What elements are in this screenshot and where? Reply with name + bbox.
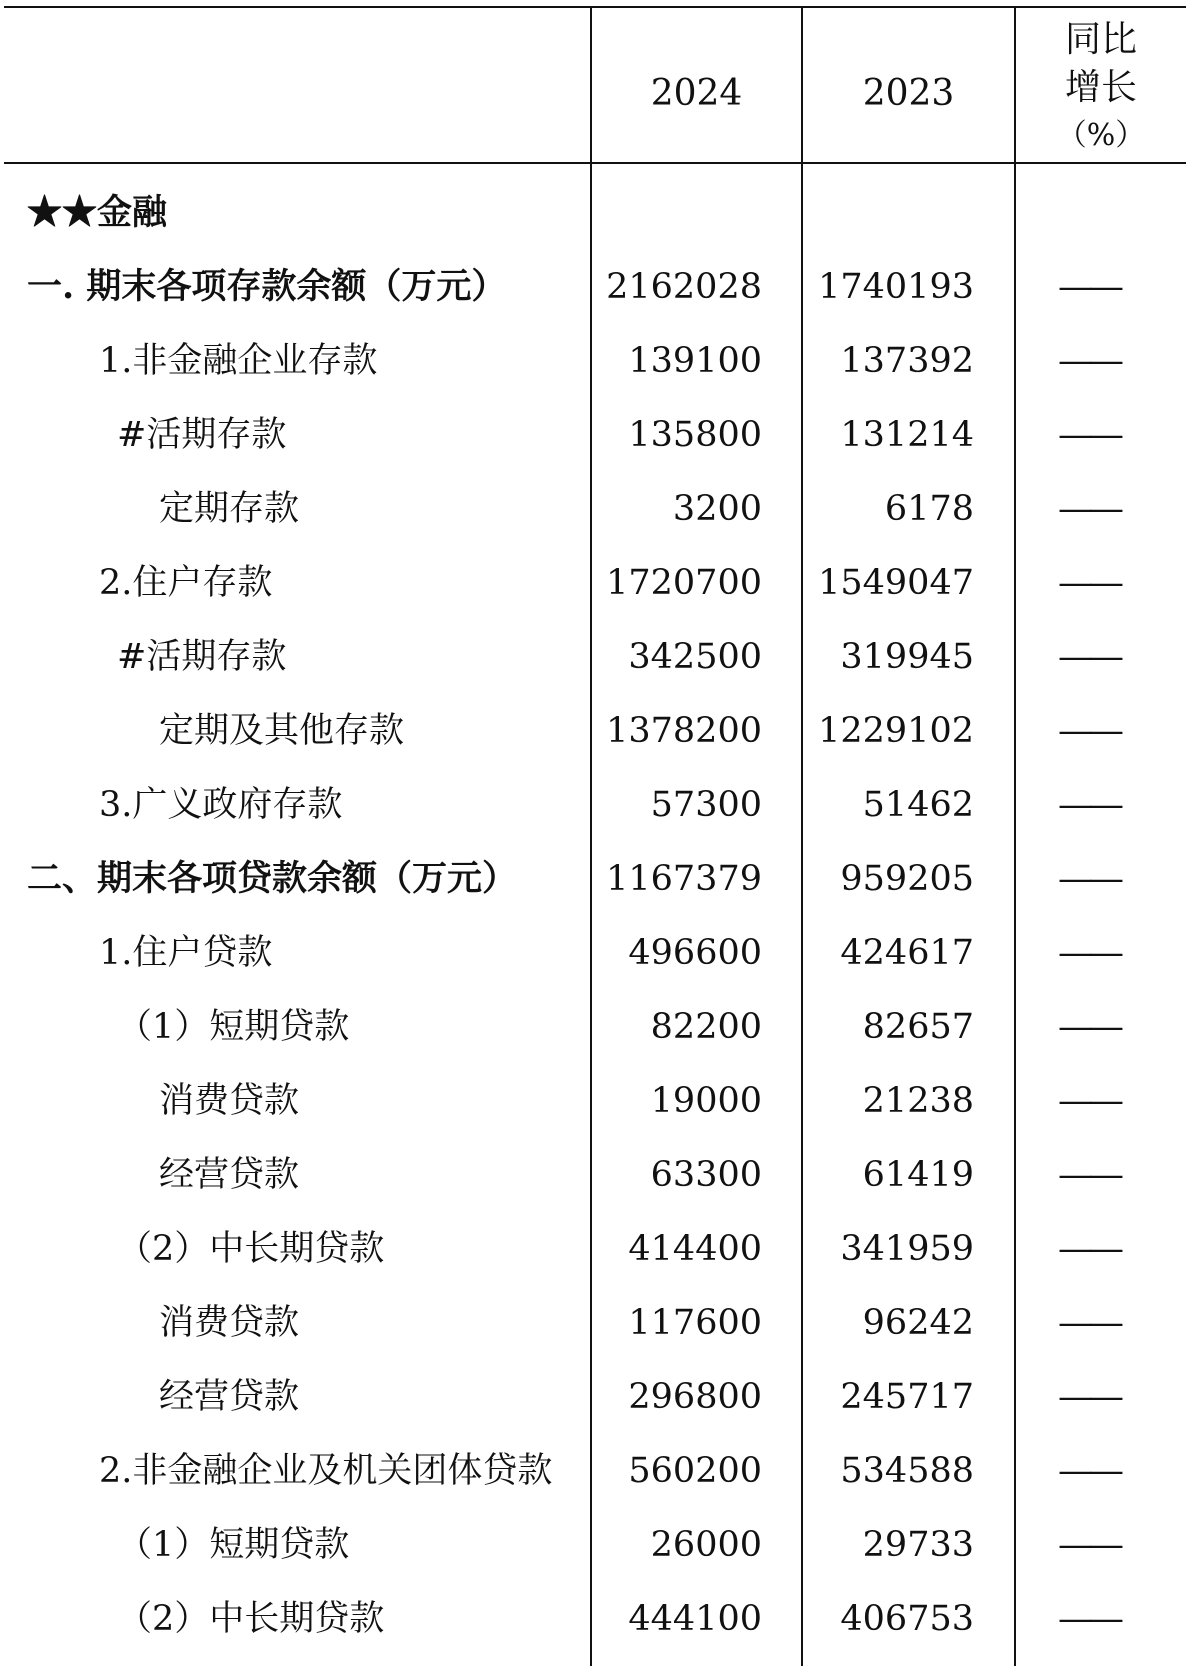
value-yoy: —— xyxy=(1058,341,1120,381)
value-2023: 319945 xyxy=(840,637,974,677)
row-label: （1）短期贷款 xyxy=(117,1007,350,1047)
table-row xyxy=(0,694,1186,768)
header-yoy-line3: （%） xyxy=(1056,118,1146,153)
value-2024: 342500 xyxy=(628,637,762,677)
row-label: 一. 期末各项存款余额（万元） xyxy=(27,266,507,307)
value-2024: 117600 xyxy=(628,1303,762,1343)
value-2024: 139100 xyxy=(628,341,762,381)
value-yoy: —— xyxy=(1058,1303,1120,1343)
table-row xyxy=(0,1434,1186,1508)
value-2024: 414400 xyxy=(628,1229,762,1269)
value-yoy: —— xyxy=(1058,637,1120,677)
value-yoy: —— xyxy=(1058,711,1120,751)
table-row xyxy=(0,1360,1186,1434)
header-yoy-line2: 增长 xyxy=(1064,67,1137,108)
value-2023: 406753 xyxy=(840,1599,974,1639)
value-2023: 137392 xyxy=(840,341,974,381)
table-row xyxy=(0,1286,1186,1360)
value-yoy: —— xyxy=(1058,1599,1120,1639)
row-label: 定期存款 xyxy=(159,489,300,529)
value-2023: 61419 xyxy=(862,1155,974,1195)
value-yoy: —— xyxy=(1058,267,1120,307)
value-2024: 1378200 xyxy=(606,711,762,751)
value-yoy: —— xyxy=(1058,1451,1120,1491)
value-2024: 496600 xyxy=(628,933,762,973)
value-yoy: —— xyxy=(1058,1007,1120,1047)
table-row xyxy=(0,1508,1186,1582)
table-row xyxy=(0,842,1186,916)
value-2024: 3200 xyxy=(672,489,762,529)
table-row xyxy=(0,472,1186,546)
row-label: 1.住户贷款 xyxy=(99,933,273,973)
value-yoy: —— xyxy=(1058,563,1120,603)
row-label: （2）中长期贷款 xyxy=(117,1599,385,1639)
value-2023: 959205 xyxy=(840,859,974,899)
row-label: 经营贷款 xyxy=(159,1155,300,1195)
value-yoy: —— xyxy=(1058,859,1120,899)
value-2023: 534588 xyxy=(840,1451,974,1491)
row-label: 定期及其他存款 xyxy=(159,711,405,751)
table-row xyxy=(0,398,1186,472)
value-2023: 245717 xyxy=(840,1377,974,1417)
row-label: 经营贷款 xyxy=(159,1377,300,1417)
value-2023: 341959 xyxy=(840,1229,974,1269)
value-2023: 96242 xyxy=(862,1303,974,1343)
value-2024: 26000 xyxy=(650,1525,762,1565)
header-bottom-border xyxy=(4,162,1186,164)
table-row xyxy=(0,768,1186,842)
value-2024: 1167379 xyxy=(606,859,762,899)
value-2023: 82657 xyxy=(862,1007,974,1047)
row-label: （1）短期贷款 xyxy=(117,1525,350,1565)
value-yoy: —— xyxy=(1058,933,1120,973)
header-yoy-line1: 同比 xyxy=(1064,19,1137,60)
table-row xyxy=(0,546,1186,620)
value-2024: 444100 xyxy=(628,1599,762,1639)
table-row xyxy=(0,990,1186,1064)
row-label: 1.非金融企业存款 xyxy=(99,341,378,381)
value-2023: 29733 xyxy=(862,1525,974,1565)
value-2024: 82200 xyxy=(650,1007,762,1047)
value-2024: 19000 xyxy=(650,1081,762,1121)
value-2024: 1720700 xyxy=(606,563,762,603)
table-row xyxy=(0,250,1186,324)
row-label: 3.广义政府存款 xyxy=(99,785,343,825)
header-2024: 2024 xyxy=(650,73,743,114)
value-yoy: —— xyxy=(1058,1155,1120,1195)
value-yoy: —— xyxy=(1058,1525,1120,1565)
value-yoy: —— xyxy=(1058,1229,1120,1269)
value-2023: 1549047 xyxy=(818,563,974,603)
value-2024: 63300 xyxy=(650,1155,762,1195)
section-title: ★★金融 xyxy=(27,192,168,233)
value-yoy: —— xyxy=(1058,785,1120,825)
table-row xyxy=(0,620,1186,694)
table-top-border xyxy=(4,6,1186,8)
value-yoy: —— xyxy=(1058,489,1120,529)
row-label: 2.非金融企业及机关团体贷款 xyxy=(99,1451,553,1491)
header-yoy xyxy=(1016,16,1186,160)
value-2024: 296800 xyxy=(628,1377,762,1417)
header-2023: 2023 xyxy=(862,73,955,114)
table-row xyxy=(0,324,1186,398)
row-label: #活期存款 xyxy=(117,637,287,677)
value-2023: 21238 xyxy=(862,1081,974,1121)
value-2023: 1229102 xyxy=(818,711,974,751)
table-row xyxy=(0,1064,1186,1138)
table-row xyxy=(0,1582,1186,1656)
value-2024: 560200 xyxy=(628,1451,762,1491)
row-label: 消费贷款 xyxy=(159,1081,300,1121)
value-2023: 6178 xyxy=(884,489,974,529)
table-row xyxy=(0,1138,1186,1212)
row-label: （2）中长期贷款 xyxy=(117,1229,385,1269)
value-yoy: —— xyxy=(1058,1377,1120,1417)
row-label: #活期存款 xyxy=(117,415,287,455)
value-yoy: —— xyxy=(1058,1081,1120,1121)
value-2023: 51462 xyxy=(862,785,974,825)
table-row xyxy=(0,1212,1186,1286)
value-2024: 2162028 xyxy=(606,267,762,307)
value-2023: 1740193 xyxy=(818,267,974,307)
value-2024: 57300 xyxy=(650,785,762,825)
value-2023: 424617 xyxy=(840,933,974,973)
table-row xyxy=(0,916,1186,990)
row-label: 2.住户存款 xyxy=(99,563,273,603)
row-label: 消费贷款 xyxy=(159,1303,300,1343)
value-2023: 131214 xyxy=(840,415,974,455)
row-label: 二、期末各项贷款余额（万元） xyxy=(27,858,518,899)
value-2024: 135800 xyxy=(628,415,762,455)
value-yoy: —— xyxy=(1058,415,1120,455)
